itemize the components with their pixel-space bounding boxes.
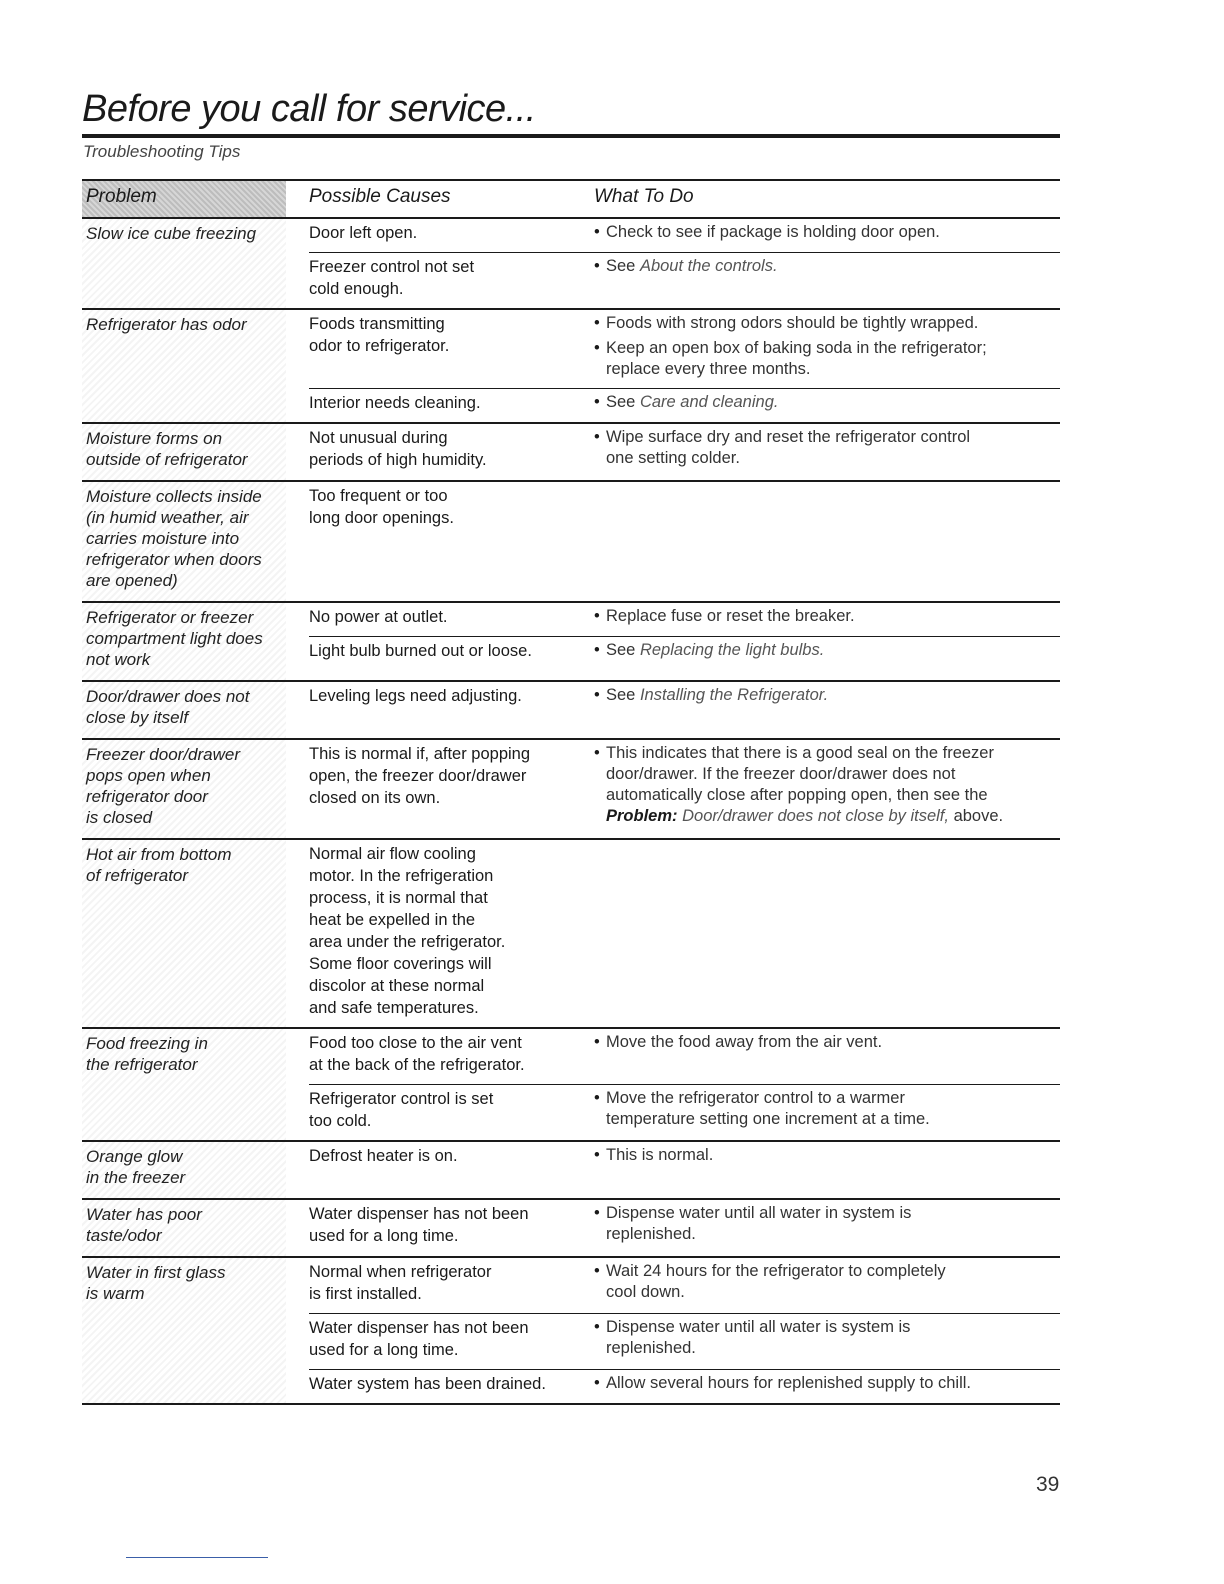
problem-cell xyxy=(82,682,286,738)
problem-text: Refrigerator or freezer compartment light does not work xyxy=(86,608,263,669)
problem-text: Hot air from bottom of refrigerator xyxy=(86,845,232,885)
action-label: Problem: xyxy=(606,807,678,825)
cause-entry xyxy=(309,253,1060,308)
table-body xyxy=(82,219,1060,1405)
table-row xyxy=(82,310,1060,424)
action-text: See xyxy=(606,393,640,411)
problem-cell xyxy=(82,1258,286,1403)
action-item xyxy=(594,685,1060,706)
what-to-do xyxy=(594,606,1060,628)
action-text: See xyxy=(606,257,640,275)
action-text: Check to see if package is holding door open. xyxy=(606,223,940,241)
what-to-do xyxy=(594,392,1060,414)
what-to-do xyxy=(594,1145,1060,1167)
what-to-do xyxy=(594,1317,1060,1361)
action-text: Dispense water until all water is system is replenished. xyxy=(606,1318,911,1357)
possible-cause: No power at outlet. xyxy=(309,608,448,626)
action-item xyxy=(594,1373,1060,1394)
action-text: Foods with strong odors should be tightly wrapped. xyxy=(606,314,979,332)
cause-entry xyxy=(309,1258,1060,1314)
what-to-do xyxy=(594,222,1060,244)
possible-cause: Food too close to the air vent at the back of the refrigerator. xyxy=(309,1034,525,1074)
problem-cell xyxy=(82,840,286,1027)
page-title: Before you call for service... xyxy=(82,88,536,130)
header-problem-label: Problem xyxy=(86,186,157,207)
what-to-do xyxy=(594,256,1060,300)
problem-cell xyxy=(82,1142,286,1198)
cause-entry xyxy=(309,840,1060,1027)
action-text: Replace fuse or reset the breaker. xyxy=(606,607,855,625)
action-text: Move the refrigerator control to a warmer temperature setting one increment at a time. xyxy=(606,1089,930,1128)
possible-cause: Water system has been drained. xyxy=(309,1375,546,1393)
table-row xyxy=(82,603,1060,682)
problem-text: Slow ice cube freezing xyxy=(86,224,257,243)
cause-entry xyxy=(309,1029,1060,1085)
entries xyxy=(286,1029,1060,1140)
action-item xyxy=(594,313,1060,334)
table-row xyxy=(82,1200,1060,1258)
possible-cause: Door left open. xyxy=(309,224,418,242)
table-row xyxy=(82,1258,1060,1405)
cause-entry xyxy=(309,1370,1060,1403)
action-item xyxy=(594,606,1060,627)
possible-cause: Leveling legs need adjusting. xyxy=(309,687,522,705)
problem-cell xyxy=(82,219,286,308)
section-reference: About the controls. xyxy=(639,257,778,275)
cause-entry xyxy=(309,389,1060,422)
entries xyxy=(286,1142,1060,1198)
cause-entry xyxy=(309,1314,1060,1370)
action-item xyxy=(594,392,1060,413)
action-item xyxy=(594,222,1060,243)
possible-cause: Normal when refrigerator is first installed. xyxy=(309,1263,492,1303)
possible-cause: Freezer control not set cold enough. xyxy=(309,258,475,298)
entries xyxy=(286,1200,1060,1256)
possible-cause: This is normal if, after popping open, the freezer door/drawer closed on its own. xyxy=(309,745,531,807)
problem-text: Moisture collects inside (in humid weather, air carries moisture into refrigerator when doors are opened) xyxy=(86,487,262,590)
cause-entry xyxy=(309,603,1060,637)
what-to-do xyxy=(594,1261,1060,1305)
what-to-do xyxy=(594,1088,1060,1132)
action-item xyxy=(594,338,1060,380)
cause-entry xyxy=(309,219,1060,253)
action-text: Keep an open box of baking soda in the refrigerator; replace every three months. xyxy=(606,339,987,378)
action-text: This is normal. xyxy=(606,1146,714,1164)
section-reference: Installing the Refrigerator. xyxy=(639,686,829,704)
what-to-do xyxy=(594,640,1060,662)
page-subtitle: Troubleshooting Tips xyxy=(83,142,241,161)
entries xyxy=(286,740,1060,838)
action-text: Allow several hours for replenished supply to chill. xyxy=(606,1374,972,1392)
what-to-do xyxy=(594,743,1060,827)
header-what-to-do: What To Do xyxy=(594,186,694,207)
possible-cause: Defrost heater is on. xyxy=(309,1147,458,1165)
action-text: Dispense water until all water in system is replenished. xyxy=(606,1204,912,1243)
problem-text: Door/drawer does not close by itself xyxy=(86,687,250,727)
problem-text: Orange glow in the freezer xyxy=(86,1147,186,1187)
table-row xyxy=(82,740,1060,840)
problem-cell xyxy=(82,482,286,601)
header-problem xyxy=(82,181,286,217)
possible-cause: Not unusual during periods of high humidity. xyxy=(309,429,487,469)
entries xyxy=(286,482,1060,601)
problem-cell xyxy=(82,1200,286,1256)
problem-text: Food freezing in the refrigerator xyxy=(86,1034,208,1074)
troubleshooting-table xyxy=(82,179,1060,1405)
action-text: Wipe surface dry and reset the refrigerator control one setting colder. xyxy=(606,428,971,467)
table-row xyxy=(82,219,1060,310)
table-row xyxy=(82,840,1060,1029)
what-to-do xyxy=(594,843,1060,1019)
possible-cause: Normal air flow cooling motor. In the refrigeration process, it is normal that heat be expelled in the area under the refrigerator. Some floor coverings will discolor at these normal and safe temperatures. xyxy=(309,845,506,1017)
what-to-do xyxy=(594,1203,1060,1247)
problem-cell xyxy=(82,310,286,422)
section-reference: Replacing the light bulbs. xyxy=(639,641,825,659)
entries xyxy=(286,310,1060,422)
problem-text: Freezer door/drawer pops open when refrigerator door is closed xyxy=(86,745,241,827)
possible-cause: Light bulb burned out or loose. xyxy=(309,642,532,660)
table-row xyxy=(82,1029,1060,1142)
problem-cell xyxy=(82,424,286,480)
problem-text: Refrigerator has odor xyxy=(86,315,247,334)
action-item xyxy=(594,1203,1060,1245)
footer-rule xyxy=(126,1557,268,1558)
action-text-after: above. xyxy=(948,807,1004,825)
entries xyxy=(286,219,1060,308)
action-item xyxy=(594,1261,1060,1303)
what-to-do xyxy=(594,1032,1060,1076)
what-to-do xyxy=(594,313,1060,380)
title-rule xyxy=(82,134,1060,138)
what-to-do xyxy=(594,685,1060,707)
cause-entry xyxy=(309,1142,1060,1175)
action-item xyxy=(594,640,1060,661)
action-text: Wait 24 hours for the refrigerator to completely cool down. xyxy=(606,1262,946,1301)
action-item xyxy=(594,427,1060,469)
action-item xyxy=(594,256,1060,277)
action-text: See xyxy=(606,641,640,659)
action-item xyxy=(594,1317,1060,1359)
entries xyxy=(286,424,1060,480)
possible-cause: Foods transmitting odor to refrigerator. xyxy=(309,315,450,355)
possible-cause: Refrigerator control is set too cold. xyxy=(309,1090,494,1130)
entries xyxy=(286,682,1060,738)
table-row xyxy=(82,682,1060,740)
header-possible-causes: Possible Causes xyxy=(309,186,451,207)
problem-text: Water has poor taste/odor xyxy=(86,1205,202,1245)
section-reference: Care and cleaning. xyxy=(639,393,779,411)
action-text: See xyxy=(606,686,640,704)
cause-entry xyxy=(309,637,1060,670)
cause-entry xyxy=(309,310,1060,389)
entries xyxy=(286,603,1060,680)
section-reference: Door/drawer does not close by itself, xyxy=(677,807,949,825)
action-item xyxy=(594,1145,1060,1166)
cause-entry xyxy=(309,482,1060,537)
entries xyxy=(286,840,1060,1027)
problem-text: Moisture forms on outside of refrigerator xyxy=(86,429,248,469)
table-row xyxy=(82,424,1060,482)
possible-cause: Too frequent or too long door openings. xyxy=(309,487,454,527)
table-header xyxy=(82,179,1060,219)
table-row xyxy=(82,1142,1060,1200)
problem-cell xyxy=(82,1029,286,1140)
entries xyxy=(286,1258,1060,1403)
action-item xyxy=(594,743,1060,827)
possible-cause: Interior needs cleaning. xyxy=(309,394,481,412)
action-item xyxy=(594,1032,1060,1053)
page-number: 39 xyxy=(1036,1473,1060,1496)
what-to-do xyxy=(594,1373,1060,1395)
problem-text: Water in first glass is warm xyxy=(86,1263,226,1303)
what-to-do xyxy=(594,485,1060,529)
cause-entry xyxy=(309,682,1060,715)
action-text: Move the food away from the air vent. xyxy=(606,1033,883,1051)
what-to-do xyxy=(594,427,1060,471)
table-row xyxy=(82,482,1060,603)
problem-cell xyxy=(82,740,286,838)
cause-entry xyxy=(309,740,1060,835)
cause-entry xyxy=(309,1085,1060,1140)
cause-entry xyxy=(309,1200,1060,1255)
possible-cause: Water dispenser has not been used for a long time. xyxy=(309,1205,529,1245)
action-text: This indicates that there is a good seal on the freezer door/drawer. If the freezer door/drawer does not automatically close after popping open, then see the xyxy=(606,744,994,804)
cause-entry xyxy=(309,424,1060,479)
possible-cause: Water dispenser has not been used for a long time. xyxy=(309,1319,529,1359)
action-item xyxy=(594,1088,1060,1130)
problem-cell xyxy=(82,603,286,680)
